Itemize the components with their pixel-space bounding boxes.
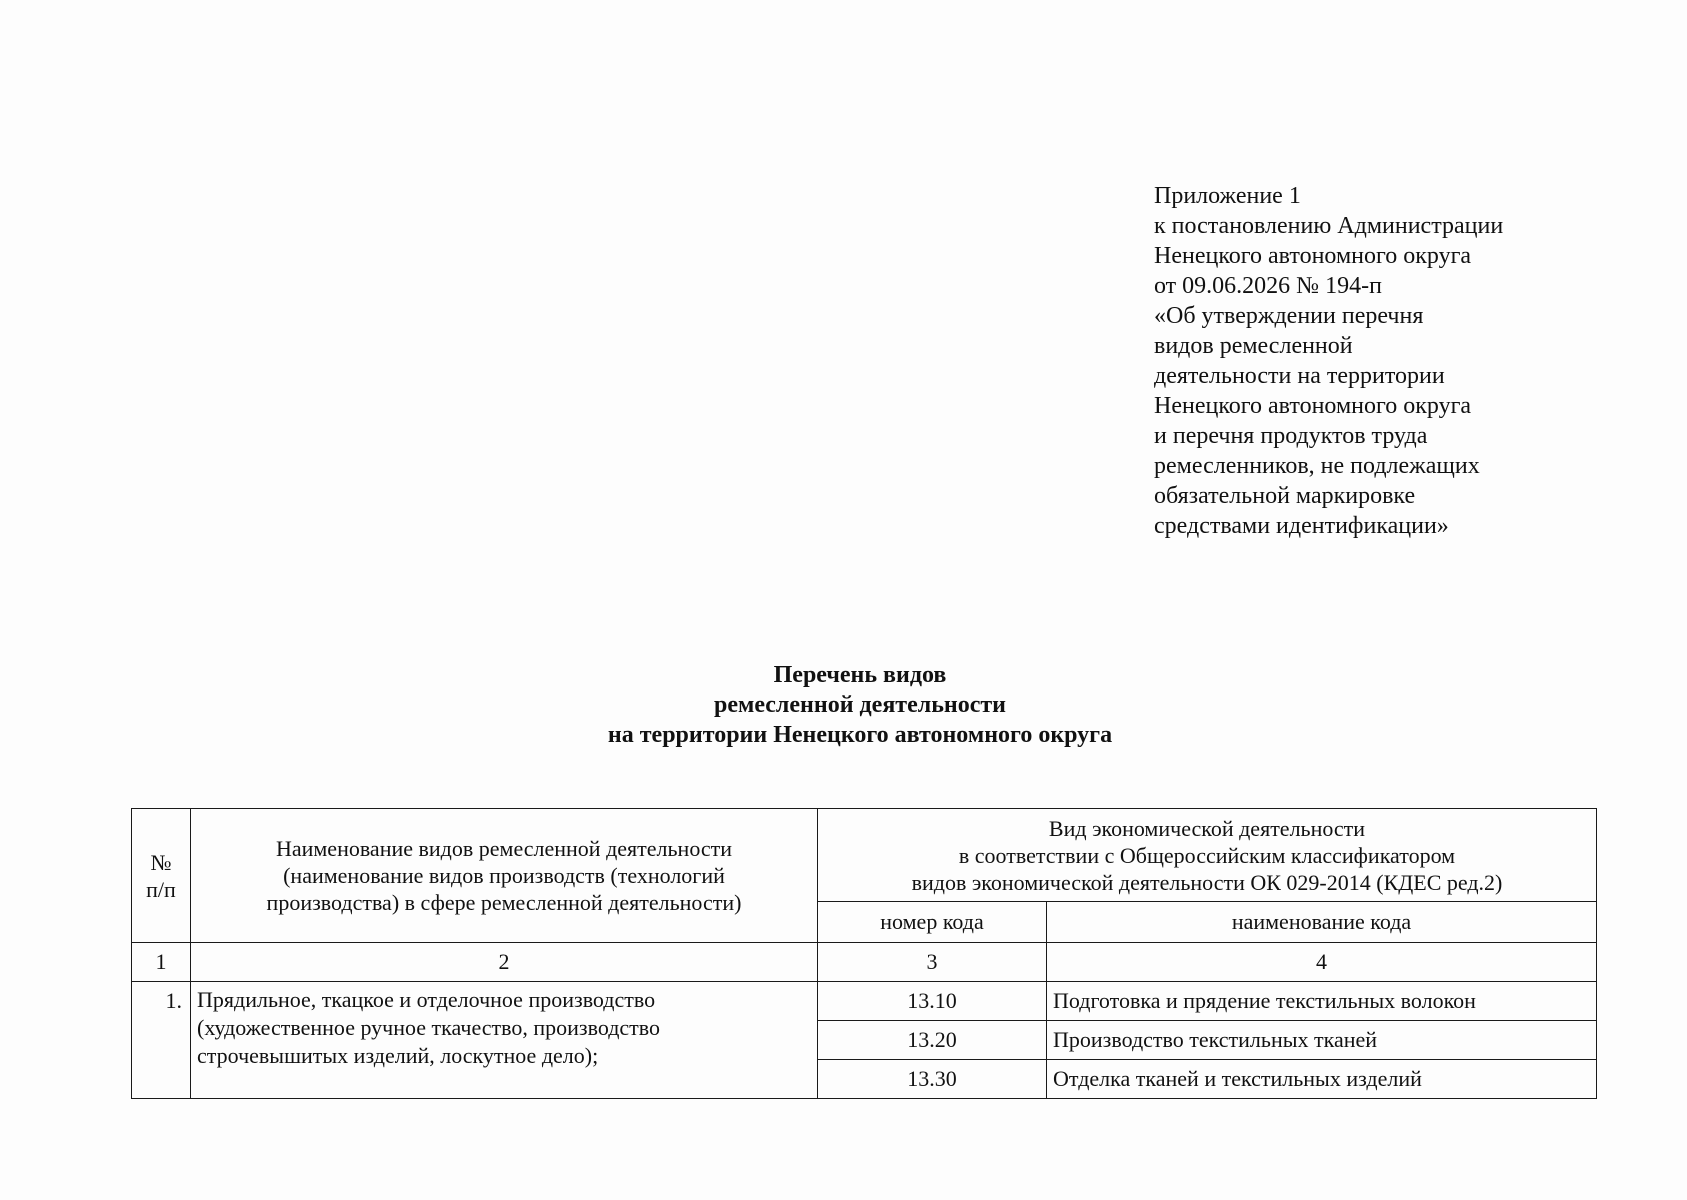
appendix-block [1154,181,1614,541]
column-number: 4 [1047,943,1597,982]
title-line: Перечень видов [773,662,947,688]
appendix-line: Приложение 1 [1154,183,1301,209]
code-name: Отделка тканей и текстильных изделий [1047,1060,1597,1099]
code-number: 13.20 [818,1021,1047,1060]
header-craft-name: Наименование видов ремесленной деятельности (наименование видов производств (технологий производства) в сфере ремесленной деятельности) [191,809,818,943]
appendix-line: «Об утверждении перечня [1154,303,1424,329]
row-craft-name: Прядильное, ткацкое и отделочное производство (художественное ручное ткачество, производство строчевышитых изделий, лоскутное дело); [191,982,818,1099]
appendix-line: обязательной маркировке [1154,483,1416,509]
appendix-line: к постановлению Администрации [1154,213,1504,239]
table-row [132,982,1597,1021]
appendix-line: Ненецкого автономного округа [1154,243,1472,269]
column-number: 2 [191,943,818,982]
appendix-line: деятельности на территории [1154,363,1445,389]
title-line: на территории Ненецкого автономного округа [607,722,1113,748]
header-num: № п/п [132,809,191,943]
code-name: Подготовка и прядение текстильных волокон [1047,982,1597,1021]
column-number: 3 [818,943,1047,982]
column-numbers-row [132,943,1597,982]
code-number: 13.10 [818,982,1047,1021]
appendix-line: Ненецкого автономного округа [1154,393,1472,419]
title-line: ремесленной деятельности [713,692,1007,718]
header-okved: Вид экономической деятельности в соответствии с Общероссийским классификатором видов экономической деятельности ОК 029-2014 (КДЕС ред.2) [818,809,1597,902]
header-code-number: номер кода [818,902,1047,943]
document-title [0,660,1687,750]
appendix-line: ремесленников, не подлежащих [1154,453,1480,479]
appendix-line: видов ремесленной [1154,333,1353,359]
crafts-table [131,808,1597,1099]
appendix-line: средствами идентификации» [1154,513,1449,539]
header-code-name: наименование кода [1047,902,1597,943]
code-name: Производство текстильных тканей [1047,1021,1597,1060]
table-header-row [132,809,1597,902]
code-number: 13.30 [818,1060,1047,1099]
column-number: 1 [132,943,191,982]
appendix-line: и перечня продуктов труда [1154,423,1428,449]
appendix-line: от 09.06.2026 № 194-п [1154,273,1382,299]
row-number: 1. [132,982,191,1099]
